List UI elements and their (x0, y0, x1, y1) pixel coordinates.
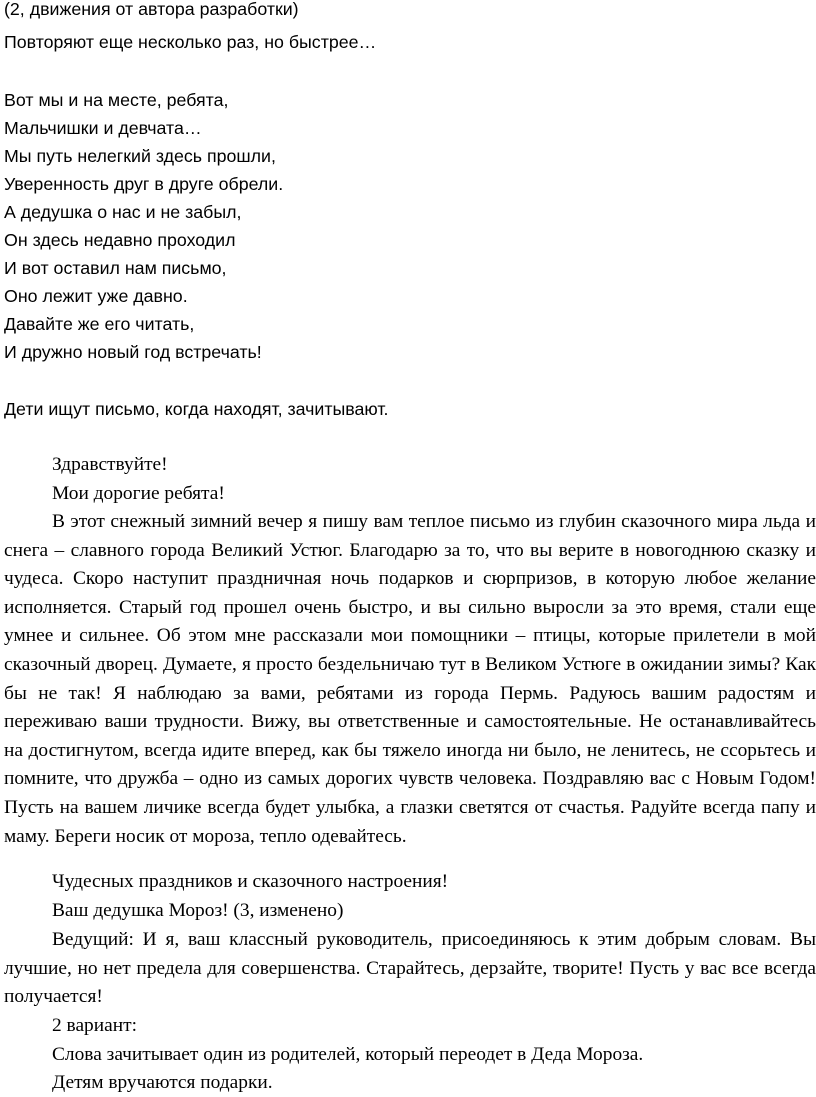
poem-line-1: Вот мы и на месте, ребята, (4, 90, 229, 110)
variant-label: 2 вариант: (52, 1015, 137, 1036)
variant-line-1: Слова зачитывает один из родителей, который переодет в Деда Мороза. (52, 1044, 644, 1065)
letter-body: В этот снежный зимний вечер я пишу вам теплое письмо из глубин сказочного мира льда и снега – славного города Великий Устюг. Благодарю за то, что вы верите в новогоднюю сказку и чудеса. Скоро наступит праздничная ночь подарков и сюрпризов, в которую любое желание исполняется. Старый год прошел очень быстро, и вы сильно выросли за это время, стали еще умнее и сильнее. Об этом мне рассказали мои помощники – птицы, которые прилетели в мой сказочный дворец. Думаете, я просто бездельничаю тут в Великом Устюге в ожидании зимы? Как бы не так! Я наблюдаю за вами, ребятами из города Пермь. Радуюсь вашим радостям и переживаю ваши трудности. Вижу, вы ответственные и самостоятельные. Не останавливайтесь на достигнутом, всегда идите вперед, как бы тяжело иногда ни было, не ленитесь, не ссорьтесь и помните, что дружба – одно из самых дорогих чувств человека. Поздравляю вас с Новым Годом! Пусть на вашем личике всегда будет улыбка, а глазки светятся от счастья. Радуйте всегда папу и маму. Береги носик от мороза, тепло одевайтесь. (4, 511, 816, 847)
intro-line-2: Повторяют еще несколько раз, но быстрее… (4, 32, 377, 52)
poem-line-4: Уверенность друг в друге обрели. (4, 174, 284, 194)
poem-line-5: А дедушка о нас и не забыл, (4, 202, 242, 222)
stage-direction: Дети ищут письмо, когда находят, зачитывают. (4, 399, 389, 419)
poem-line-8: Оно лежит уже давно. (4, 286, 188, 306)
host-speech: Ведущий: И я, ваш классный руководитель, присоединяюсь к этим добрым словам. Вы лучшие, но нет предела для совершенства. Старайтесь, дерзайте, творите! Пусть у вас все всегда получается! (4, 929, 816, 1008)
letter-signature: Ваш дедушка Мороз! (3, изменено) (52, 900, 344, 921)
poem-line-6: Он здесь недавно проходил (4, 230, 236, 250)
letter-greeting: Здравствуйте! (52, 454, 168, 475)
poem-line-2: Мальчишки и девчата… (4, 118, 202, 138)
poem-line-9: Давайте же его читать, (4, 314, 195, 334)
poem-line-10: И дружно новый год встречать! (4, 342, 262, 362)
letter-wishes: Чудесных праздников и сказочного настроения! (52, 871, 449, 892)
variant-line-2: Детям вручаются подарки. (52, 1072, 273, 1093)
intro-line-1: (2, движения от автора разработки) (4, 0, 299, 19)
poem-line-3: Мы путь нелегкий здесь прошли, (4, 146, 276, 166)
letter-salutation: Мои дорогие ребята! (52, 483, 225, 504)
poem-line-7: И вот оставил нам письмо, (4, 258, 227, 278)
